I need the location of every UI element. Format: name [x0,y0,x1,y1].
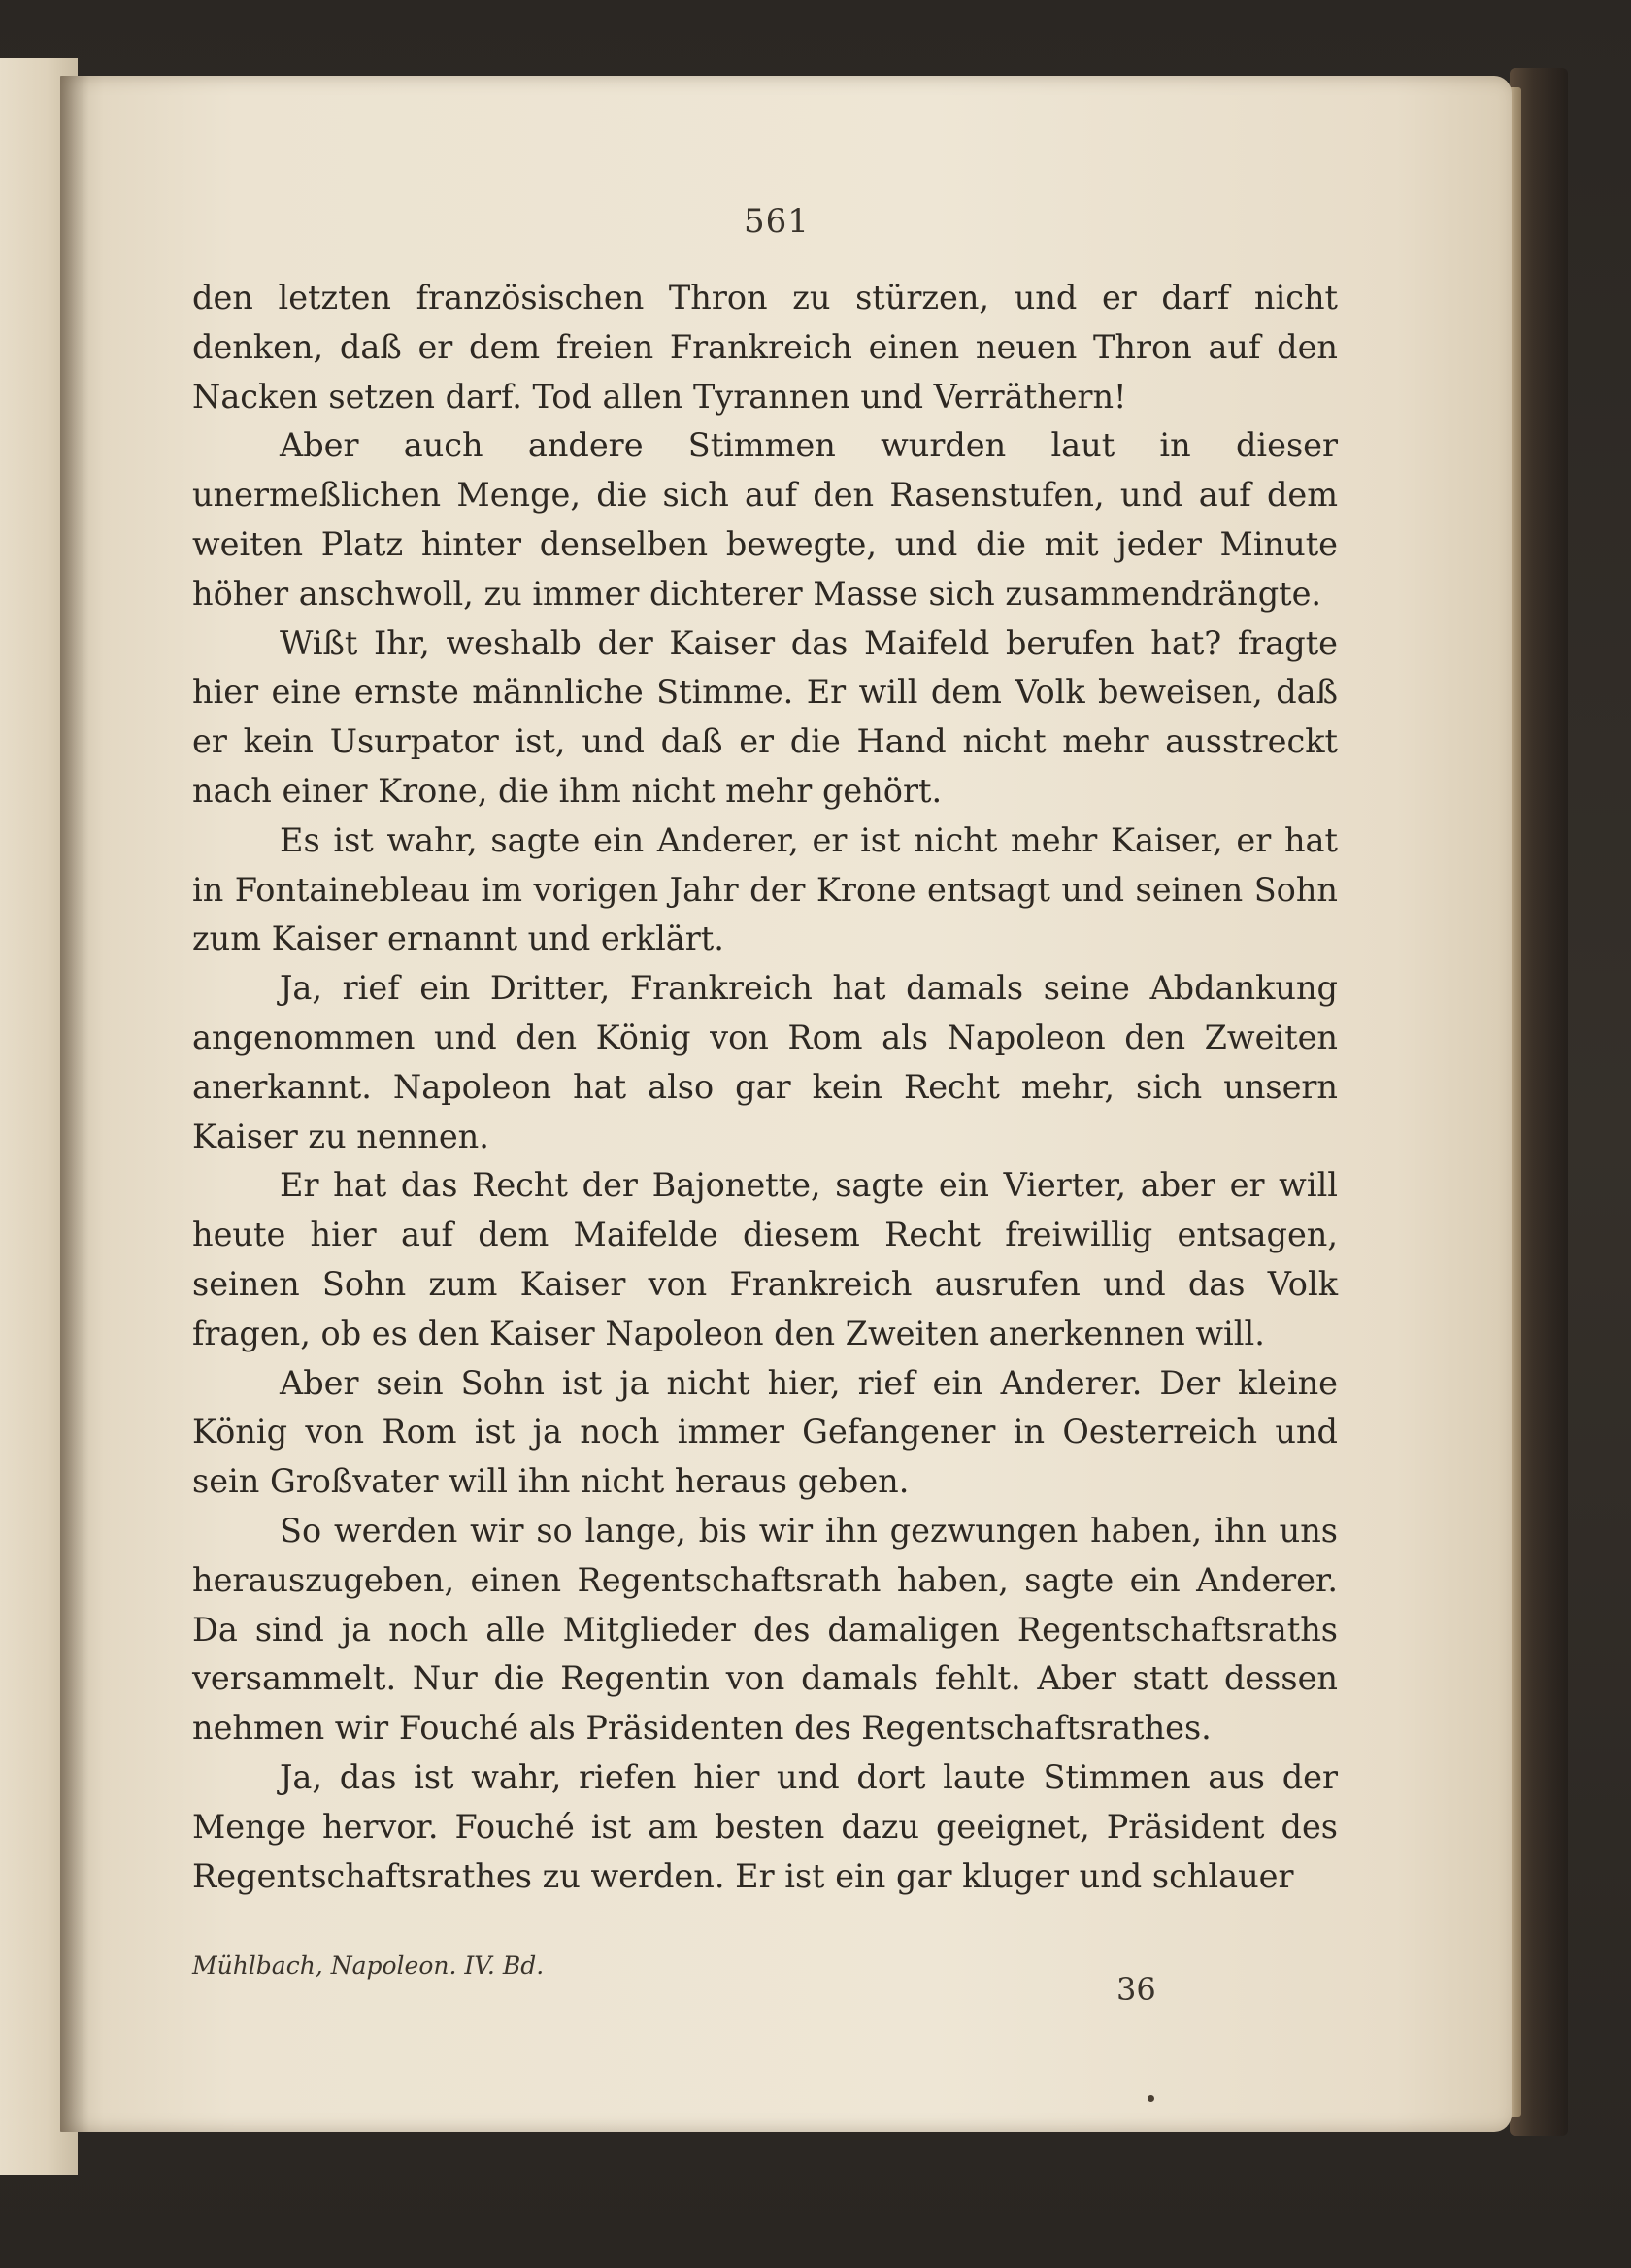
page-number: 561 [744,202,810,241]
paragraph-9: Ja, das ist wahr, riefen hier und dort laute Stimmen aus der Menge hervor. Fouché ist am besten dazu geeignet, Präsident des Regentschaftsrathes zu werden. Er ist ein gar kluger und schlauer [192,1757,1338,1895]
paragraph-5: Ja, rief ein Dritter, Frankreich hat damals seine Abdankung angenommen und den König von Rom als Napoleon den Zweiten anerkannt. Napoleon hat also gar kein Recht mehr, sich unsern Kaiser zu nennen. [192,969,1338,1155]
page-gutter-shadow [60,76,89,2132]
page-text [192,274,1338,1901]
paragraph-2: Aber auch andere Stimmen wurden laut in dieser unermeßlichen Menge, die sich auf den Rasenstufen, und auf dem weiten Platz hinter denselben bewegte, und die mit jeder Minute höher anschwoll, zu immer dichterer Masse sich zusammendrängte. [192,426,1338,613]
paragraph-7: Aber sein Sohn ist ja nicht hier, rief ein Anderer. Der kleine König von Rom ist ja noch immer Gefangener in Oesterreich und sein Großvater will ihn nicht heraus geben. [192,1363,1338,1501]
paragraph-8: So werden wir so lange, bis wir ihn gezwungen haben, ihn uns herauszugeben, einen Regentschaftsrath haben, sagte ein Anderer. Da sind ja noch alle Mitglieder des damaligen Regentschaftsraths versammelt. Nur die Regentin von damals fehlt. Aber statt dessen nehmen wir Fouché als Präsidenten des Regentschaftsrathes. [192,1511,1338,1748]
paragraph-6: Er hat das Recht der Bajonette, sagte ein Vierter, aber er will heute hier auf dem Maifelde diesem Recht freiwillig entsagen, seinen Sohn zum Kaiser von Frankreich ausrufen und das Volk fragen, ob es den Kaiser Napoleon den Zweiten anerkennen will. [192,1166,1338,1352]
paper-speck [1148,2095,1154,2102]
paragraph-4: Es ist wahr, sagte ein Anderer, er ist nicht mehr Kaiser, er hat in Fontainebleau im vorigen Jahr der Krone entsagt und seinen Sohn zum Kaiser ernannt und erklärt. [192,820,1338,958]
footer-sheet-number: 36 [1116,1971,1156,2008]
paragraph-1: den letzten französischen Thron zu stürzen, und er darf nicht denken, daß er dem freien Frankreich einen neuen Thron auf den Nacken setzen darf. Tod allen Tyrannen und Verräthern! [192,279,1338,416]
footer-signature: Mühlbach, Napoleon. IV. Bd. [192,1951,545,1980]
paragraph-3: Wißt Ihr, weshalb der Kaiser das Maifeld berufen hat? fragte hier eine ernste männliche Stimme. Er will dem Volk beweisen, daß er kein Usurpator ist, und daß er die Hand nicht mehr ausstreckt nach einer Krone, die ihm nicht mehr gehört. [192,623,1338,810]
